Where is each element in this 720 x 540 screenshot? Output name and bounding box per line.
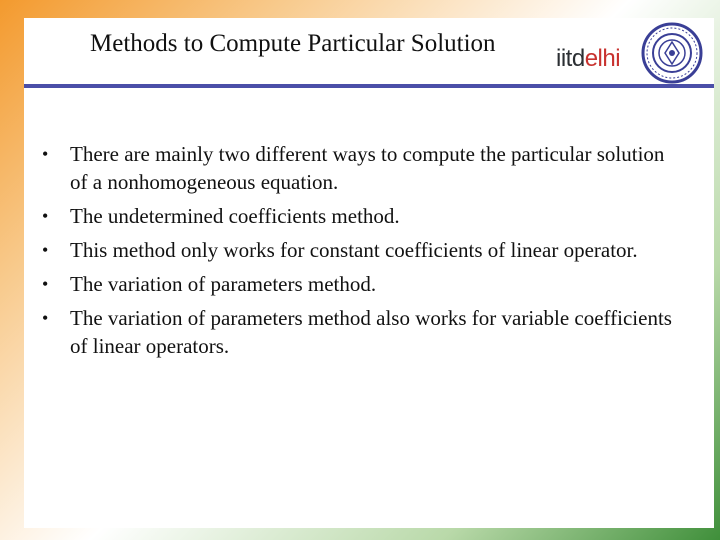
bullet-dot: • <box>42 274 49 294</box>
title-divider <box>24 84 714 88</box>
bullet-text: The undetermined coefficients method. <box>70 204 400 228</box>
bullet-dot: • <box>42 206 49 226</box>
logo-text-iitd: iitd <box>556 45 585 72</box>
bullet-text: The variation of parameters method also works for variable coefficients of linear operators. <box>70 306 672 358</box>
slide-panel <box>24 18 714 528</box>
bullet-text: This method only works for constant coefficients of linear operator. <box>70 238 638 262</box>
bullet-dot: • <box>42 144 49 164</box>
iitdelhi-logo <box>556 47 620 71</box>
bullet-list <box>42 140 682 366</box>
bullet-dot: • <box>42 240 49 260</box>
bullet-item <box>42 140 682 196</box>
bullet-text: The variation of parameters method. <box>70 272 377 296</box>
bullet-dot: • <box>42 308 49 328</box>
logo-text-elhi: elhi <box>584 45 621 72</box>
bullet-item <box>42 270 682 298</box>
slide-title: Methods to Compute Particular Solution <box>90 30 496 57</box>
bullet-item <box>42 236 682 264</box>
bullet-item <box>42 202 682 230</box>
bullet-item <box>42 304 682 360</box>
iit-delhi-seal-icon <box>641 22 703 84</box>
bullet-text: There are mainly two different ways to compute the particular solution of a nonhomogeneous equation. <box>70 142 665 194</box>
